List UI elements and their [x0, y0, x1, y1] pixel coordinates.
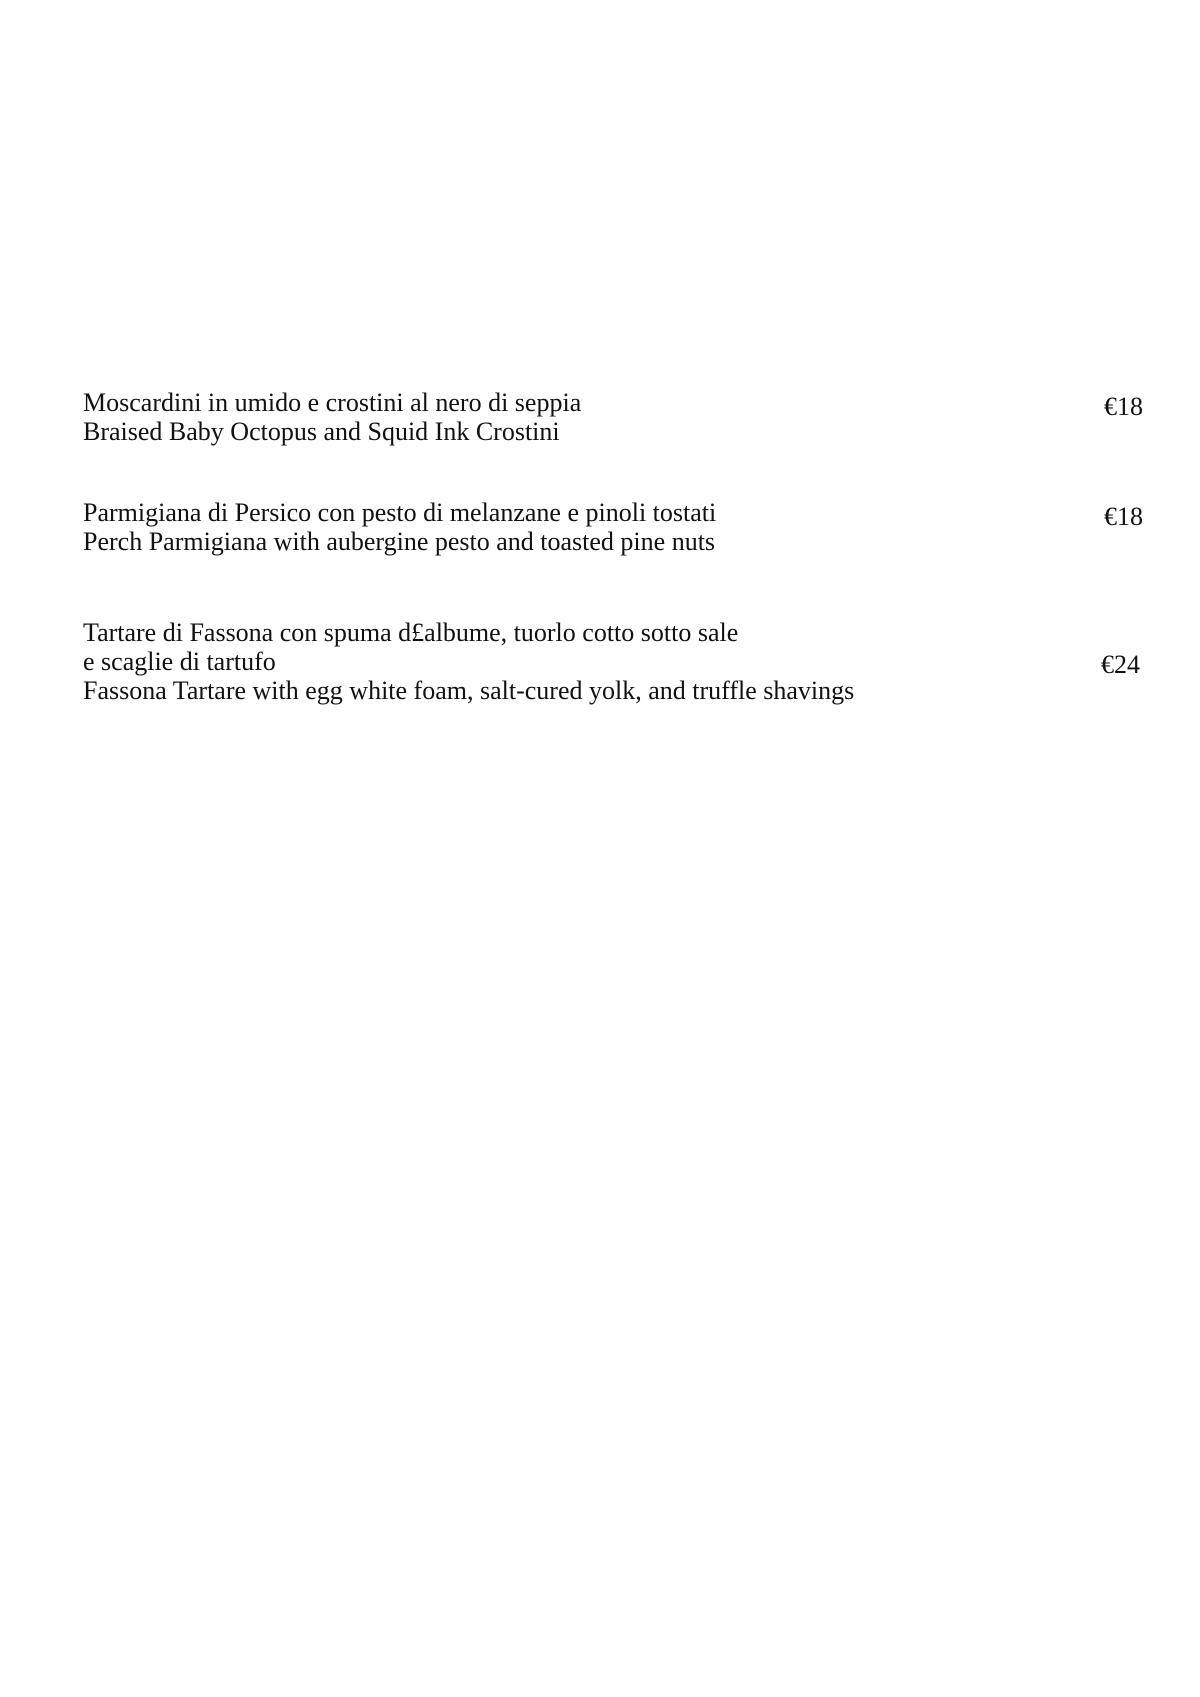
dish-price: €18	[1104, 392, 1143, 421]
dish-price: €24	[1101, 650, 1140, 679]
dish-name-italian: Moscardini in umido e crostini al nero di seppia	[83, 388, 582, 417]
dish-name-english: Braised Baby Octopus and Squid Ink Crostini	[83, 417, 560, 446]
dish-price: €18	[1104, 502, 1143, 531]
menu-item-parmigiana	[83, 498, 1143, 556]
menu-item-moscardini	[83, 388, 1143, 446]
dish-name-italian-continued: e scaglie di tartufo	[83, 647, 276, 676]
dish-name-italian: Tartare di Fassona con spuma d£albume, tuorlo cotto sotto sale	[83, 618, 739, 647]
dish-name-italian: Parmigiana di Persico con pesto di melanzane e pinoli tostati	[83, 498, 717, 527]
dish-name-english: Fassona Tartare with egg white foam, salt-cured yolk, and truffle shavings	[83, 676, 855, 705]
dish-name-english: Perch Parmigiana with aubergine pesto and toasted pine nuts	[83, 527, 716, 556]
menu-item-tartare	[83, 618, 1143, 705]
